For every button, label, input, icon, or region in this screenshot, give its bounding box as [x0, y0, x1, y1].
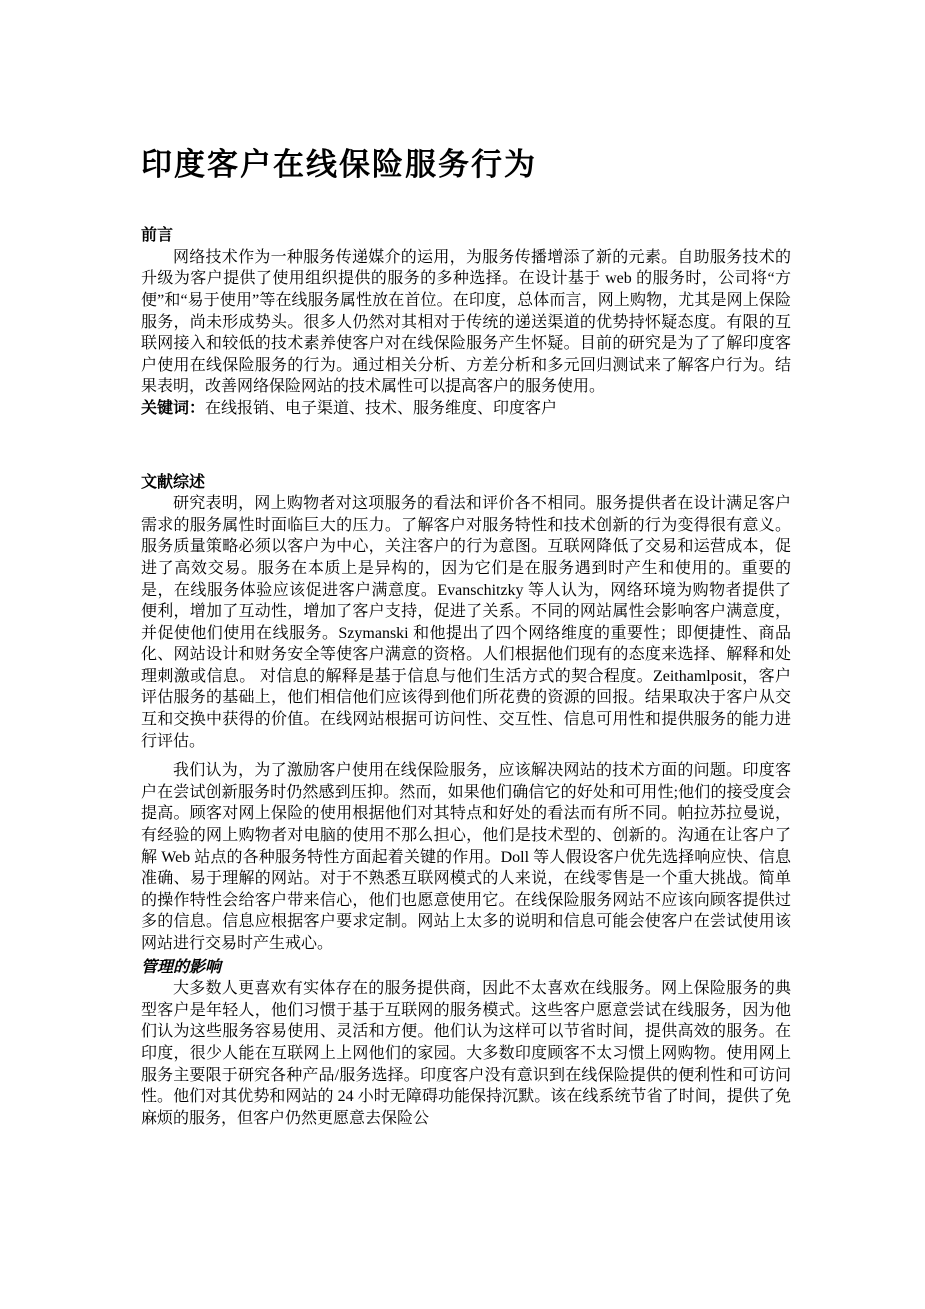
literature-paragraph-2: 我们认为，为了激励客户使用在线保险服务，应该解决网站的技术方面的问题。印度客户在尝试创新服务时仍然感到压抑。然而，如果他们确信它的好处和可用性;他们的接受度会提高。顾客对网上保险的使用根据他们对其特点和好处的看法而有所不同。帕拉苏拉曼说，有经验的网上购物者对电脑的使用不那么担心，他们是技术型的、创新的。沟通在让客户了解 Web 站点的各种服务特性方面起着关键的作用。Doll 等人假设客户优先选择响应快、信息准确、易于理解的网站。对于不熟悉互联网模式的人来说，在线零售是一个重大挑战。简单的操作特性会给客户带来信心，他们也愿意使用它。在线保险服务网站不应该向顾客提供过多的信息。信息应根据客户要求定制。网站上太多的说明和信息可能会使客户在尝试使用该网站进行交易时产生戒心。	[141, 762, 791, 952]
section-preface	[141, 225, 791, 419]
keywords-text: 在线报销、电子渠道、技术、服务维度、印度客户	[205, 399, 558, 417]
keywords-label: 关键词：	[141, 399, 206, 417]
document-title: 印度客户在线保险服务行为	[141, 147, 537, 182]
management-paragraph: 大多数人更喜欢有实体存在的服务提供商，因此不太喜欢在线服务。网上保险服务的典型客户是年轻人，他们习惯于基于互联网的服务模式。这些客户愿意尝试在线服务，因为他们认为这些服务容易使用、灵活和方便。他们认为这样可以节省时间，提供高效的服务。在印度，很少人能在互联网上上网他们的家园。大多数印度顾客不太习惯上网购物。使用网上服务主要限于研究各种产品/服务选择。印度客户没有意识到在线保险提供的便利性和可访问性。他们对其优势和网站的 24 小时无障碍功能保持沉默。该在线系统节省了时间，提供了免麻烦的服务，但客户仍然更愿意去保险公	[141, 980, 791, 1127]
management-implications-heading: 管理的影响	[141, 958, 222, 976]
keywords-line	[141, 398, 791, 420]
literature-paragraph-1: 研究表明，网上购物者对这项服务的看法和评价各不相同。服务提供者在设计满足客户需求的服务属性时面临巨大的压力。了解客户对服务特性和技术创新的行为变得很有意义。服务质量策略必须以客户为中心，关注客户的行为意图。互联网降低了交易和运营成本，促进了高效交易。服务在本质上是异构的，因为它们是在服务遇到时产生和使用的。重要的是，在线服务体验应该促进客户满意度。Evanschitzky 等人认为，网络环境为购物者提供了便利，增加了互动性，增加了客户支持，促进了关系。不同的网站属性会影响客户满意度，并促使他们使用在线服务。Szymanski 和他提出了四个网络维度的重要性；即便捷性、商品化、网站设计和财务安全等使客户满意的资格。人们根据他们现有的态度来选择、解释和处理刺激或信息。 对信息的解释是基于信息与他们生活方式的契合程度。Zeithamlposit，客户评估服务的基础上，他们相信他们应该得到他们所花费的资源的回报。结果取决于客户从交互和交换中获得的价值。在线网站根据可访问性、交互性、信息可用性和提供服务的能力进行评估。	[141, 495, 791, 750]
preface-paragraph: 网络技术作为一种服务传递媒介的运用，为服务传播增添了新的元素。自助服务技术的升级为客户提供了使用组织提供的服务的多种选择。在设计基于 web 的服务时，公司将“方便”和“易于使用”等在线服务属性放在首位。在印度，总体而言，网上购物，尤其是网上保险服务，尚未形成势头。很多人仍然对其相对于传统的递送渠道的优势持怀疑态度。有限的互联网接入和较低的技术素养使客户对在线保险服务产生怀疑。目前的研究是为了了解印度客户使用在线保险服务的行为。通过相关分析、方差分析和多元回归测试来了解客户行为。结果表明，改善网络保险网站的技术属性可以提高客户的服务使用。	[141, 248, 791, 396]
literature-heading: 文献综述	[141, 473, 206, 491]
section-literature-review	[141, 472, 791, 1130]
preface-heading: 前言	[141, 227, 174, 245]
